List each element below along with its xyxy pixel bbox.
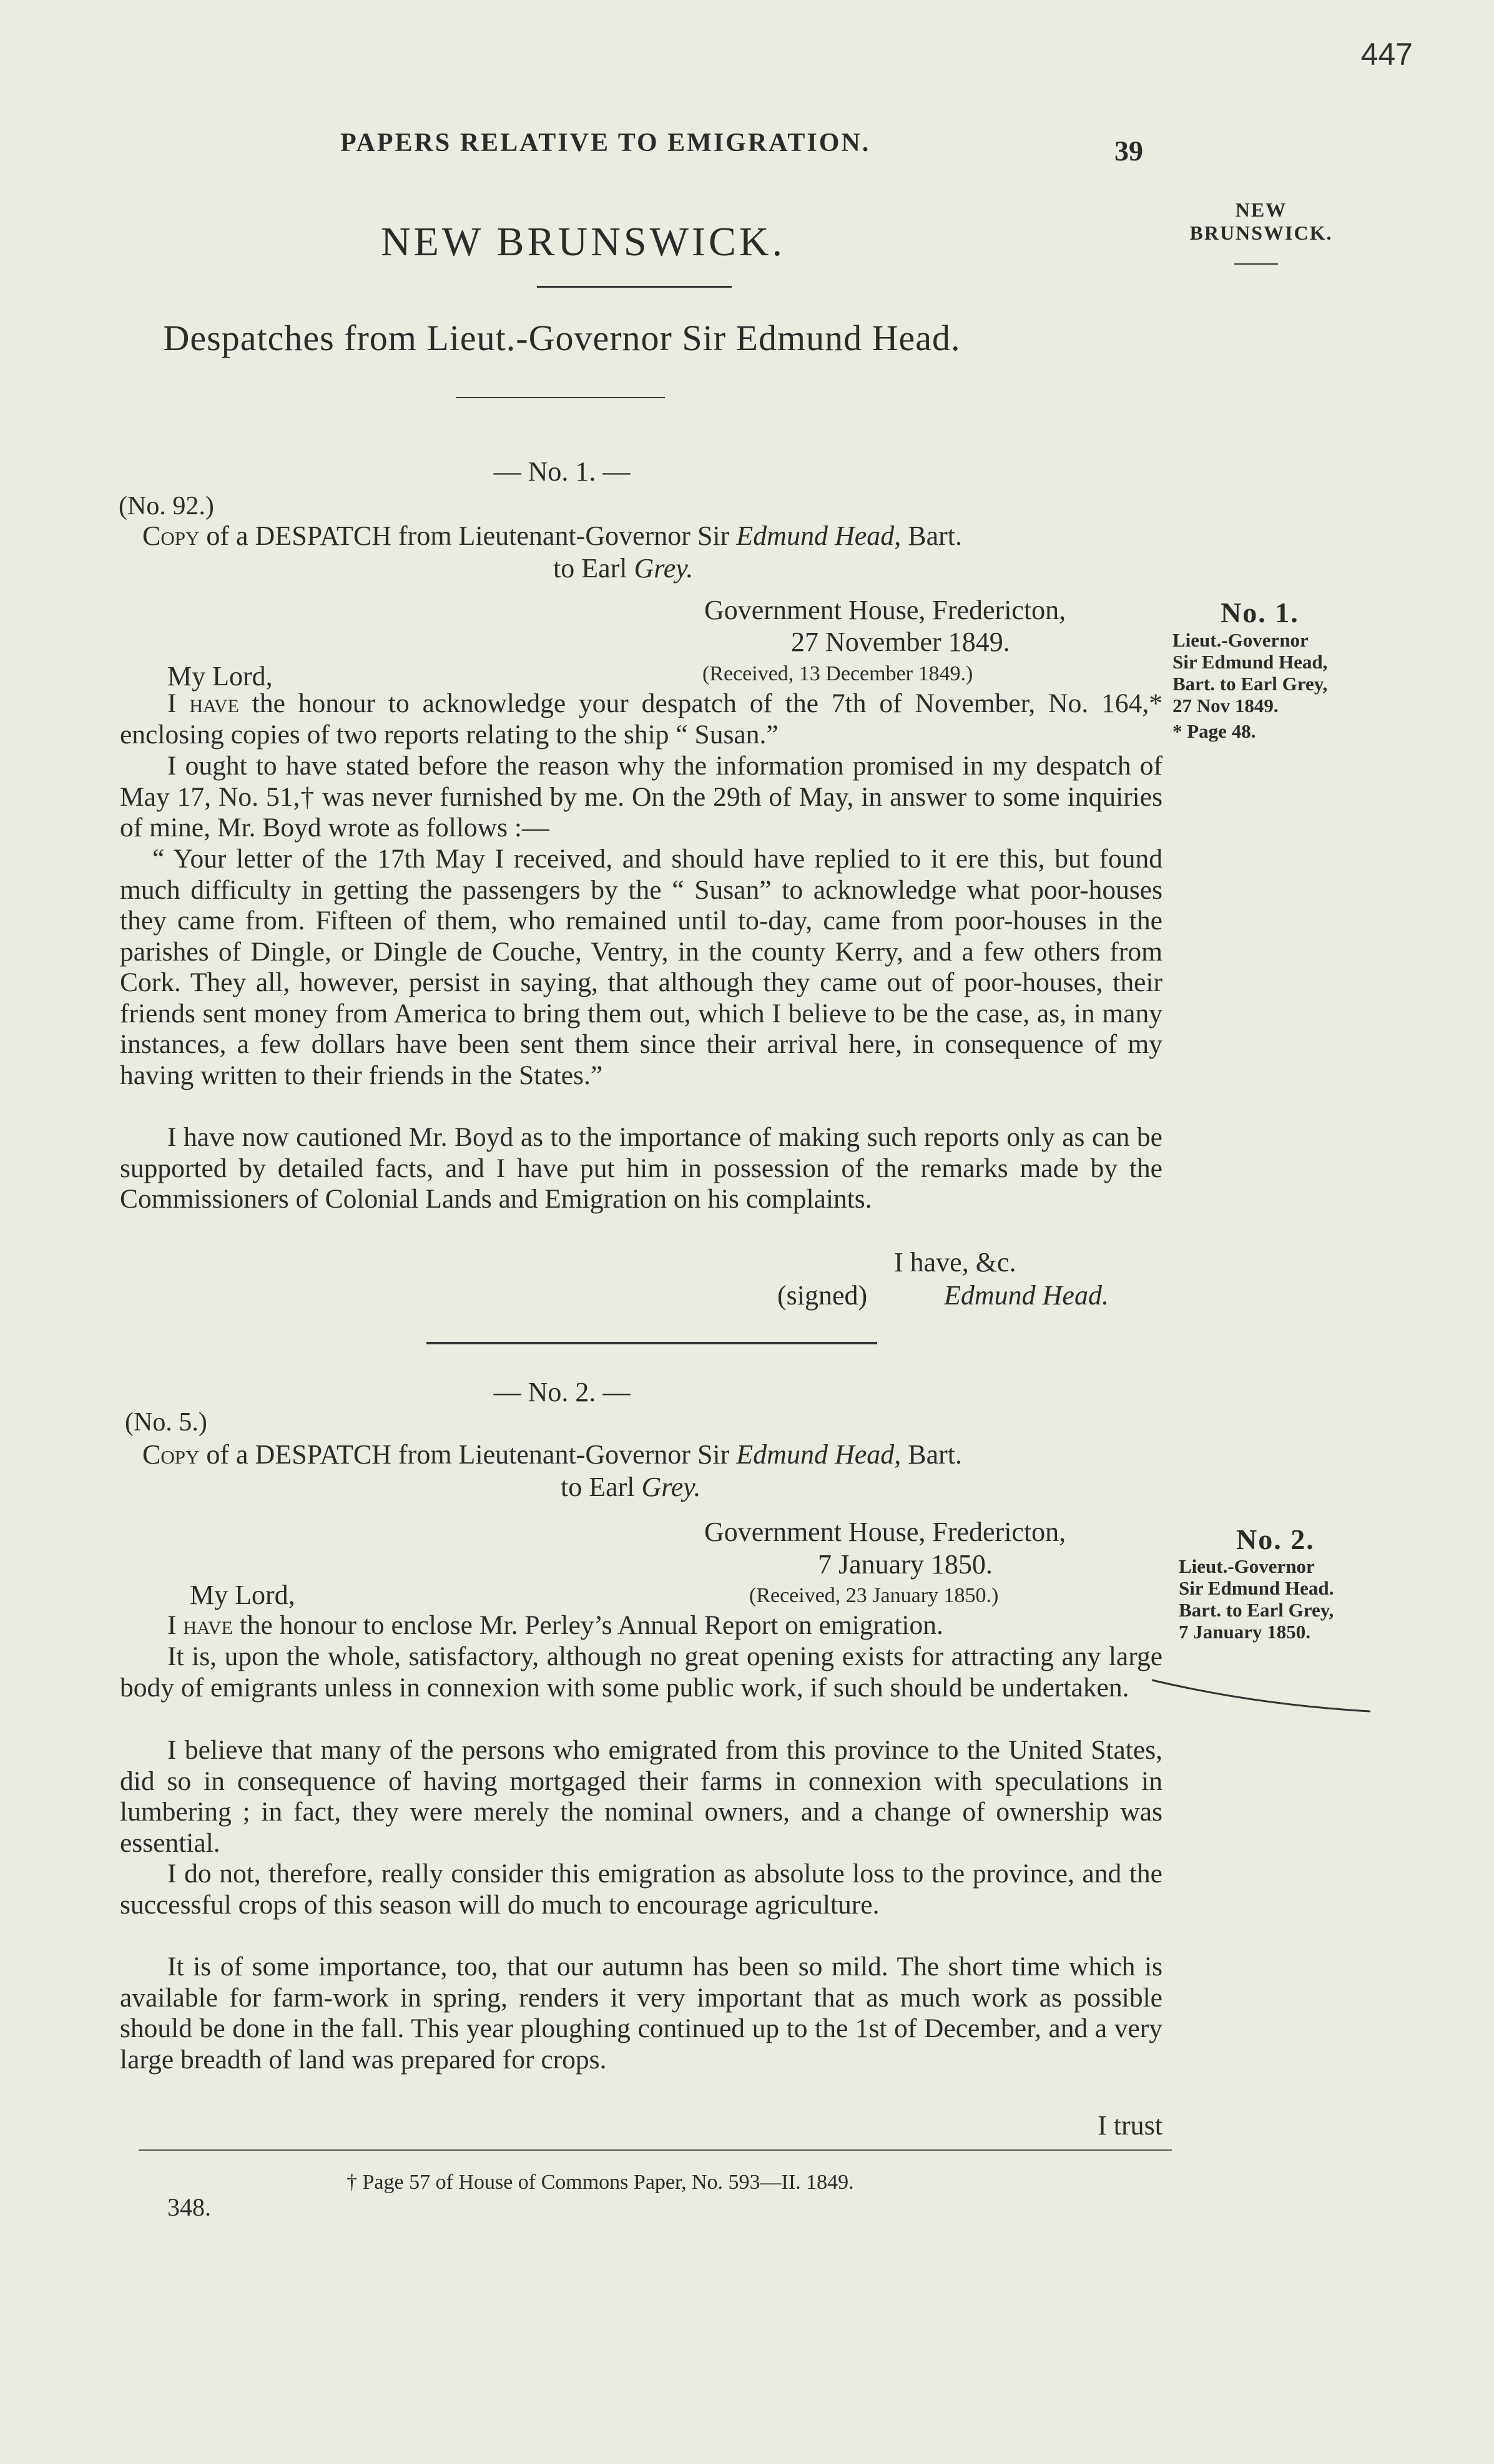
page-title: NEW BRUNSWICK. [380,219,786,265]
despatch-1-place: Government House, Fredericton, [704,595,1066,625]
caption-to: to Earl [553,553,634,584]
margin-note-line: 7 January 1850. [1179,1621,1310,1643]
despatch-2-date: 7 January 1850. [818,1549,993,1580]
despatch-1-date: 27 November 1849. [791,627,1010,657]
margin-heading-rule [1234,263,1278,265]
page-number: 39 [1114,135,1143,167]
margin-note-line: Lieut.-Governor [1172,629,1309,651]
despatch-2-received: (Received, 23 January 1850.) [749,1584,999,1607]
despatch-2-place: Government House, Fredericton, [704,1517,1066,1547]
section-rule [426,1342,877,1344]
despatch-2-salutation: My Lord, [190,1580,295,1610]
margin-note-line: Sir Edmund Head. [1179,1577,1334,1599]
caption-text: of a DESPATCH from Lieutenant-Governor Sir [199,1439,737,1470]
margin-note-2 [1179,1555,1334,1643]
despatch-1-caption [142,518,962,554]
title-rule [537,286,732,288]
caption-text: of a DESPATCH from Lieutenant-Governor Sir [199,521,737,551]
caption-grey: Grey. [634,553,694,584]
margin-heading: NEW BRUNSWICK. [1189,198,1333,244]
despatch-1-paragraph-3: “ Your letter of the 17th May I received, and should have replied to it ere this, but found much difficulty in getting the passengers by the “ Susan” to acknowledge what poor-houses they came from. Fifteen of them, who remained until to-day, came from poor-houses in the parishes of Dingle, or Dingle de Couche, Ventry, in the county Kerry, and a few others from Cork. They all, however, persist in saying, that although they came out of poor-houses, their friends sent money from America to bring them out, which I believe to be the case, as, in many instances, a few dollars have been sent them since their arrival here, in consequence of my having written to their friends in the States.” [120,844,1162,1090]
caption-end: , Bart. [894,521,963,551]
despatch-1-received: (Received, 13 December 1849.) [702,662,973,685]
lead-word: I have [167,688,239,718]
footnote-rule [139,2149,1172,2151]
caption-grey: Grey. [641,1472,701,1502]
despatch-2-ref: (No. 5.) [125,1408,207,1437]
margin-note-1 [1172,629,1327,742]
despatch-2-number: — No. 2. — [493,1377,631,1407]
footnote: † Page 57 of House of Commons Paper, No. 593—II. 1849. [346,2171,854,2194]
paragraph-text: the honour to enclose Mr. Perley’s Annual Report on emigration. [232,1610,943,1640]
despatch-2-paragraph-3: I believe that many of the persons who emigrated from this province to the United States, did so in consequence of having mortgaged their farms in connexion with speculations in lumbering ; in fact, they were merely the nominal owners, and a change of ownership was essential. [120,1735,1162,1858]
caption-copy: Copy [142,1439,200,1470]
catalogue-number: 348. [167,2193,211,2221]
caption-copy: Copy [142,521,200,551]
margin-note-line: 27 Nov 1849. [1172,695,1279,716]
despatch-1-signed: (signed) [777,1280,868,1311]
margin-note-line: Sir Edmund Head, [1172,651,1328,673]
despatch-1-paragraph-2: I ought to have stated before the reason why the information promised in my despatch of May 17, No. 51,† was never furnished by me. On the 29th of May, in answer to some inquiries of mine, Mr. Boyd wrote as follows :— [120,751,1162,843]
despatch-2-caption [142,1437,962,1472]
margin-note-line: Lieut.-Governor [1179,1555,1315,1577]
margin-note-line: Bart. to Earl Grey, [1179,1599,1334,1621]
despatch-2-paragraph-2: It is, upon the whole, satisfactory, although no great opening exists for attracting any large body of emigrants unless in connexion with some public work, if such should be undertaken. [120,1641,1162,1703]
despatch-1-caption-to [553,550,693,586]
despatch-1-ref: (No. 92.) [119,492,214,521]
margin-pen-stroke [1149,1668,1374,1718]
page-subtitle: Despatches from Lieut.-Governor Sir Edmund Head. [163,318,961,358]
paragraph-text: the honour to acknowledge your despatch of the 7th of November, No. 164,* enclosing copies of two reports relating to the ship “ Susan.” [120,688,1162,750]
running-title: PAPERS RELATIVE TO EMIGRATION. [340,129,871,157]
folio-number: 447 [1360,37,1413,72]
subtitle-rule [456,397,665,398]
despatch-2-paragraph-4: I do not, therefore, really consider this emigration as absolute loss to the province, and the successful crops of this season will do much to encourage agriculture. [120,1859,1162,1920]
despatch-2-caption-to [561,1469,700,1505]
caption-name: Edmund Head [736,521,895,551]
catchword: I trust [1098,2110,1162,2141]
signature-text: Edmund Head. [944,1280,1109,1311]
despatch-1-signature [944,1279,1109,1311]
despatch-2-paragraph-5: It is of some importance, too, that our autumn has been so mild. The short time which is available for farm-work in spring, renders it very important that as much work as possible should be done in the fall. This year ploughing continued up to the 1st of December, and a very large breadth of land was prepared for crops. [120,1952,1162,2075]
despatch-2-paragraph-1 [120,1610,1162,1641]
margin-note-line: Bart. to Earl Grey, [1172,673,1328,695]
despatch-1-closing: I have, &c. [894,1247,1016,1278]
despatch-1-number: — No. 1. — [493,456,631,487]
lead-word: I have [167,1610,233,1640]
despatch-1-paragraph-4: I have now cautioned Mr. Boyd as to the importance of making such reports only as can be supported by detailed facts, and I have put him in possession of the remarks made by the Commissioners of Colonial Lands and Emigration on his complaints. [120,1122,1162,1214]
despatch-1-paragraph-1 [120,688,1162,750]
caption-name: Edmund Head [736,1439,895,1470]
margin-note-1-number: No. 1. [1221,597,1299,628]
despatch-1-salutation: My Lord, [167,661,273,692]
margin-note-line: * Page 48. [1172,720,1256,742]
margin-note-2-number: No. 2. [1236,1523,1315,1555]
caption-to: to Earl [561,1472,642,1502]
caption-end: , Bart. [894,1439,963,1470]
